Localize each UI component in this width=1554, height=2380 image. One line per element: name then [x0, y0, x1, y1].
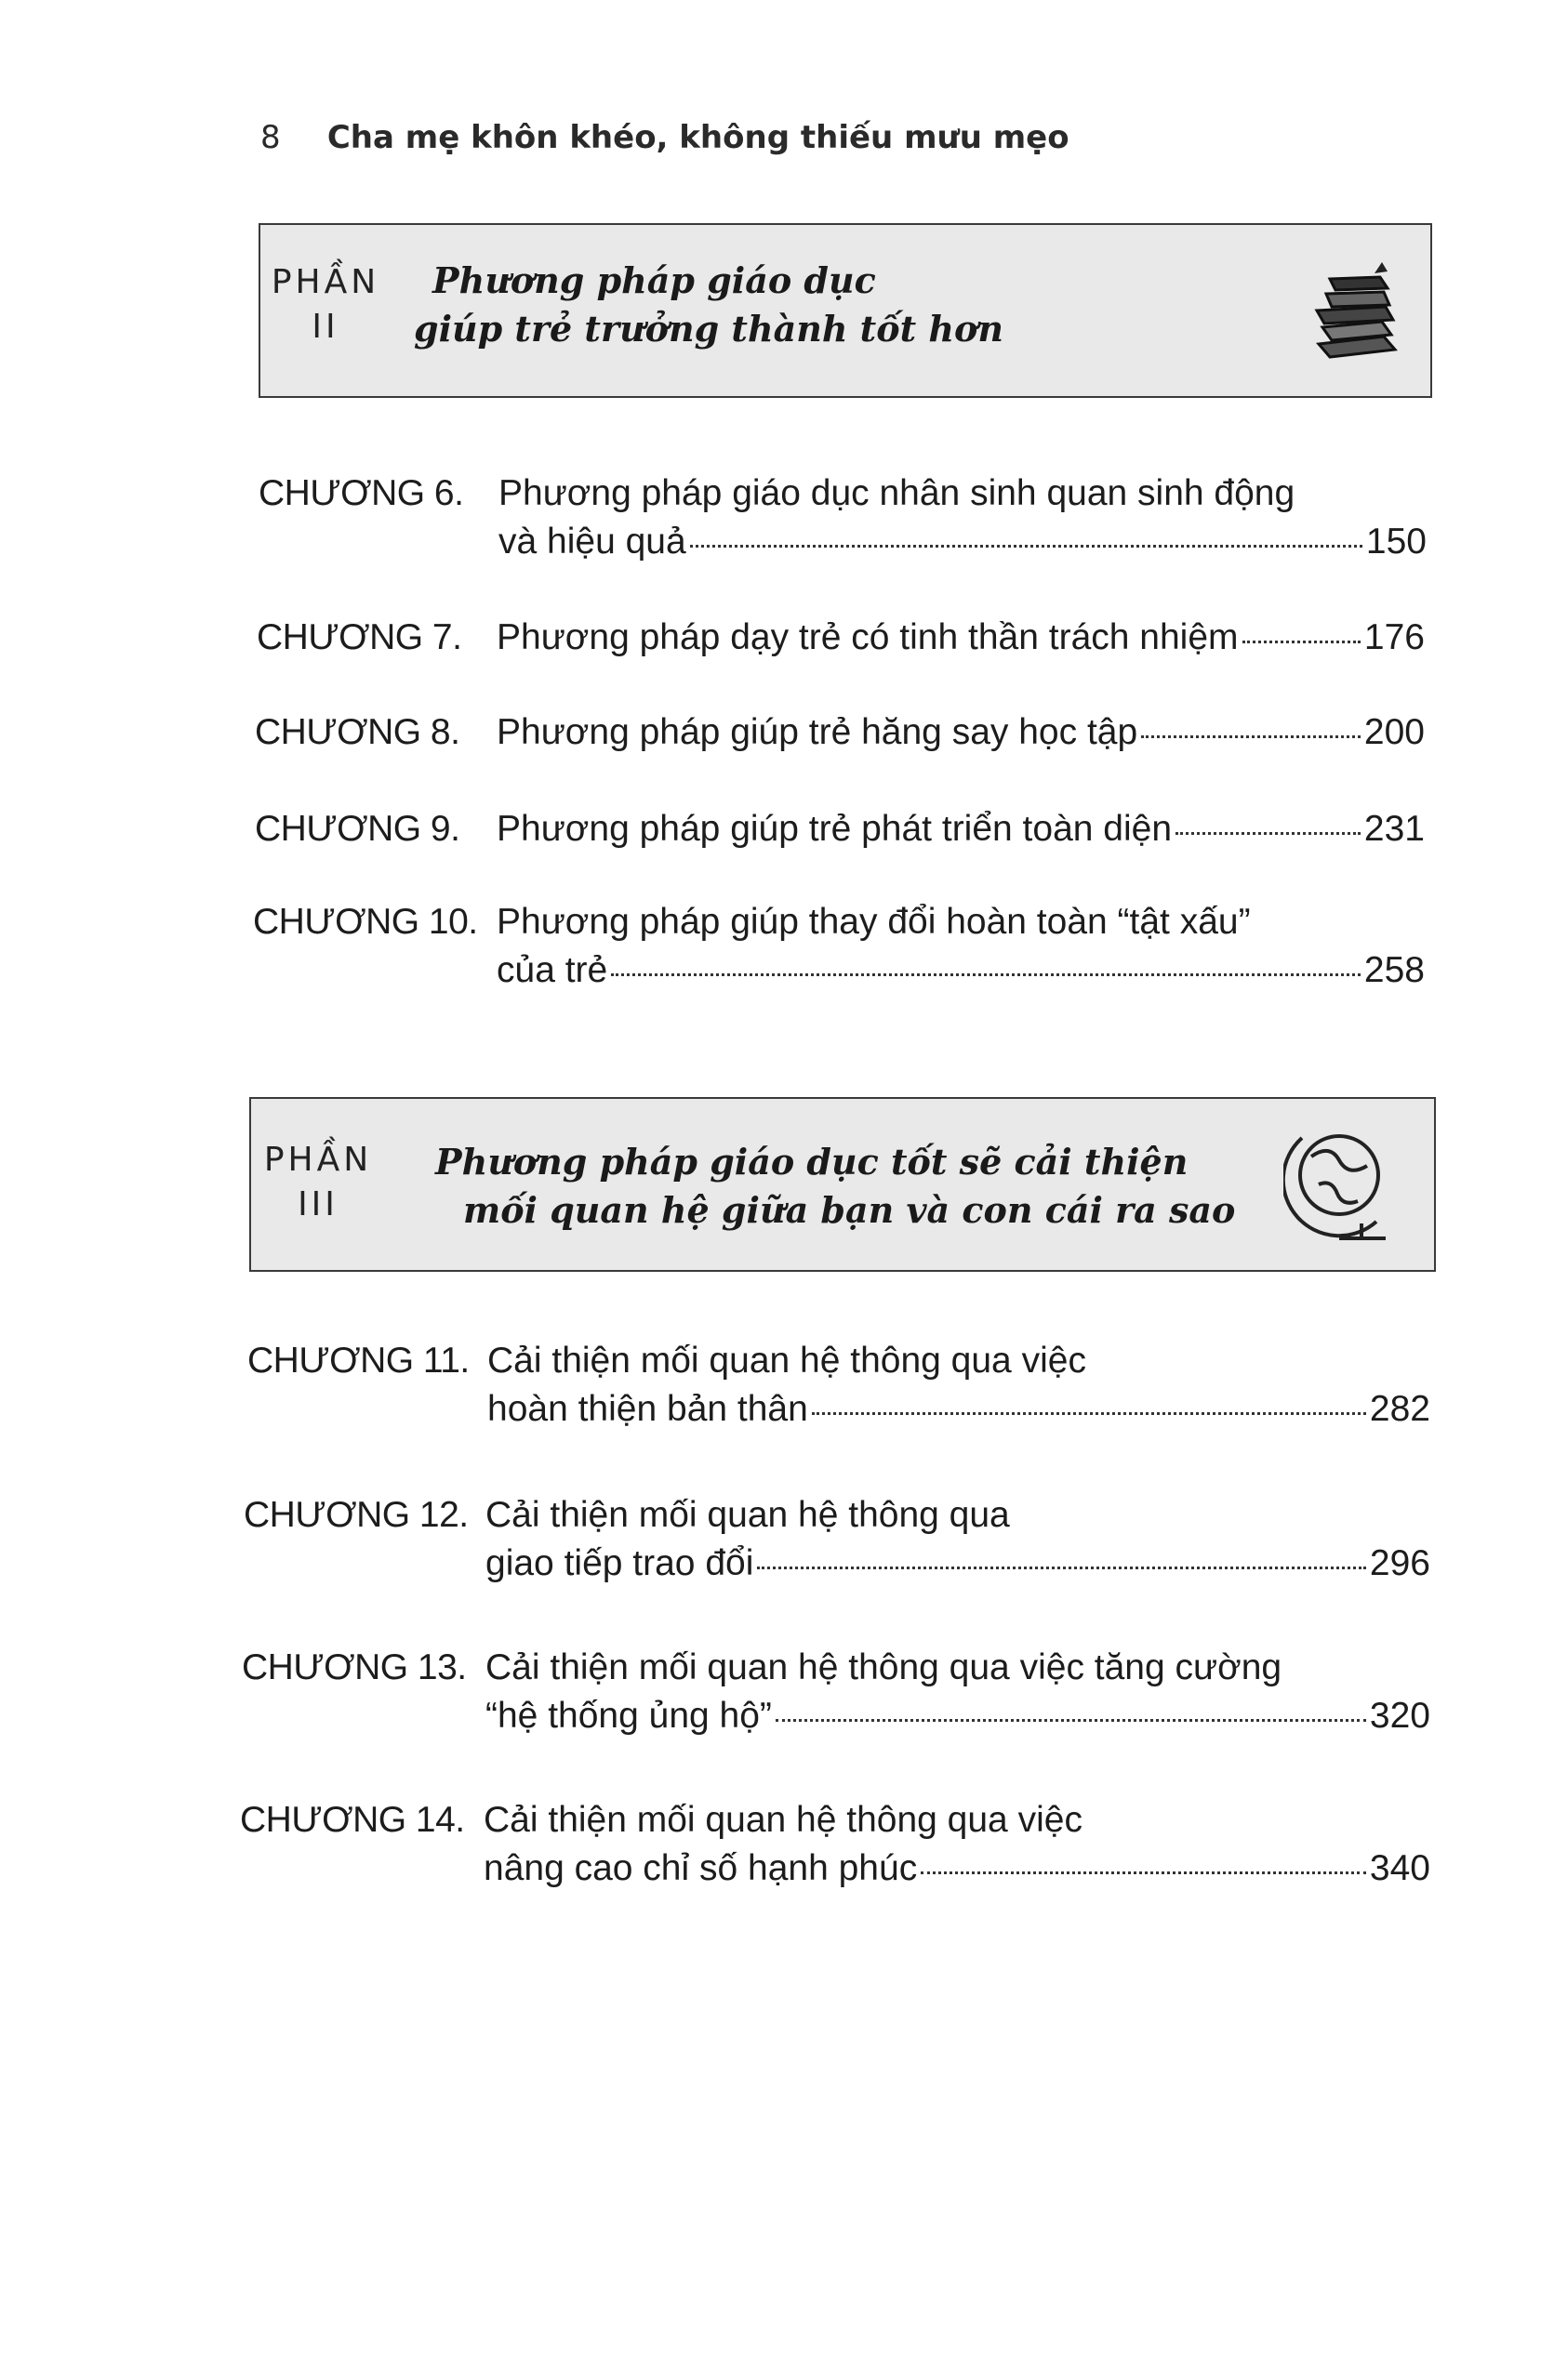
chapter-title-line: Cải thiện mối quan hệ thông qua việc [484, 1800, 1082, 1840]
part-label-word: PHẦN [263, 1141, 373, 1179]
chapter-title-last-line [485, 1540, 1430, 1588]
chapter-title-line: Phương pháp dạy trẻ có tinh thần trách nhiệm [497, 617, 1239, 657]
chapter-title-line: của trẻ [497, 950, 608, 990]
page-number: 282 [1369, 1389, 1430, 1429]
toc-entry[interactable] [257, 614, 1425, 662]
part-banner-3 [249, 1097, 1436, 1272]
globe-icon [1283, 1119, 1395, 1254]
running-header [260, 119, 1069, 156]
chapter-title [484, 1796, 1430, 1893]
part-title-line: Phương pháp giáo dục tốt sẽ cải thiện [435, 1141, 1189, 1183]
chapter-title [485, 1491, 1430, 1588]
chapter-title-line: giao tiếp trao đổi [485, 1543, 754, 1583]
chapter-number: CHƯƠNG 11. [247, 1341, 470, 1381]
chapter-title-last-line [487, 1385, 1430, 1434]
chapter-title-line: Phương pháp giáo dục nhân sinh quan sinh động [498, 473, 1295, 513]
page-number: 340 [1369, 1848, 1430, 1888]
chapter-title [497, 708, 1425, 757]
page-number: 176 [1363, 617, 1425, 657]
leader-dots [921, 1871, 1366, 1874]
page-number: 231 [1363, 809, 1425, 849]
leader-dots [1242, 641, 1361, 643]
chapter-title-last-line [497, 805, 1425, 853]
leader-dots [1141, 735, 1361, 738]
page-number: 296 [1369, 1543, 1430, 1583]
part-label [262, 1138, 374, 1227]
chapter-number: CHƯƠNG 7. [257, 617, 462, 657]
chapter-number: CHƯƠNG 10. [253, 902, 478, 942]
chapter-number: CHƯƠNG 12. [244, 1495, 469, 1535]
page-number: 200 [1363, 712, 1425, 752]
chapter-title [497, 805, 1425, 853]
chapter-title-line: nâng cao chỉ số hạnh phúc [484, 1848, 918, 1888]
leader-dots [611, 973, 1361, 976]
chapter-title [497, 898, 1425, 995]
page-number: 8 [260, 119, 281, 156]
chapter-title [498, 469, 1427, 566]
chapter-title [487, 1337, 1430, 1434]
chapter-number: CHƯƠNG 8. [255, 712, 460, 752]
leader-dots [812, 1412, 1366, 1415]
chapter-title-last-line [497, 946, 1425, 995]
chapter-title-last-line [485, 1692, 1430, 1740]
chapter-title-line: và hiệu quả [498, 522, 686, 562]
page-number: 258 [1363, 950, 1425, 990]
toc-entry[interactable] [259, 469, 1427, 566]
part-title-line: giúp trẻ trưởng thành tốt hơn [414, 308, 1003, 350]
chapter-number: CHƯƠNG 13. [242, 1647, 467, 1687]
chapter-title-line: Phương pháp giúp thay đổi hoàn toàn “tật xấu” [497, 902, 1251, 942]
part-label [270, 260, 381, 350]
page-number: 320 [1369, 1696, 1430, 1736]
part-title [414, 257, 1003, 353]
toc-entry[interactable] [247, 1337, 1430, 1434]
chapter-title-line: Cải thiện mối quan hệ thông qua [485, 1495, 1010, 1535]
chapter-title-line: hoàn thiện bản thân [487, 1389, 808, 1429]
books-stack-icon [1309, 260, 1402, 367]
chapter-title-line: Cải thiện mối quan hệ thông qua việc [487, 1341, 1086, 1381]
chapter-title-line: Phương pháp giúp trẻ hăng say học tập [497, 712, 1138, 752]
chapter-title-last-line [497, 614, 1425, 662]
toc-entry[interactable] [244, 1491, 1430, 1588]
part-label-numeral: II [312, 308, 339, 346]
toc-entry[interactable] [253, 898, 1425, 995]
part-banner-2 [259, 223, 1432, 398]
part-title [435, 1138, 1235, 1235]
leader-dots [690, 545, 1362, 548]
chapter-title-last-line [484, 1844, 1430, 1893]
part-label-word: PHẦN [271, 263, 380, 301]
chapter-title-last-line [498, 518, 1427, 566]
chapter-title-line: “hệ thống ủng hộ” [485, 1696, 772, 1736]
toc-entry[interactable] [255, 805, 1425, 853]
toc-entry[interactable] [242, 1644, 1430, 1740]
chapter-title-last-line [497, 708, 1425, 757]
chapter-number: CHƯƠNG 9. [255, 809, 460, 849]
chapter-title-line: Cải thiện mối quan hệ thông qua việc tăng cường [485, 1647, 1282, 1687]
page-number: 150 [1365, 522, 1427, 562]
leader-dots [757, 1567, 1366, 1569]
chapter-title-line: Phương pháp giúp trẻ phát triển toàn diện [497, 809, 1173, 849]
leader-dots [776, 1719, 1366, 1722]
chapter-number: CHƯƠNG 14. [240, 1800, 465, 1840]
running-title: Cha mẹ khôn khéo, không thiếu mưu mẹo [326, 119, 1069, 156]
toc-entry[interactable] [240, 1796, 1430, 1893]
part-title-line: Phương pháp giáo dục [432, 259, 876, 301]
part-title-line: mối quan hệ giữa bạn và con cái ra sao [463, 1189, 1236, 1231]
chapter-number: CHƯƠNG 6. [259, 473, 464, 513]
chapter-title [497, 614, 1425, 662]
leader-dots [1175, 832, 1361, 835]
chapter-title [485, 1644, 1430, 1740]
part-label-numeral: III [298, 1185, 339, 1223]
toc-entry[interactable] [255, 708, 1425, 757]
